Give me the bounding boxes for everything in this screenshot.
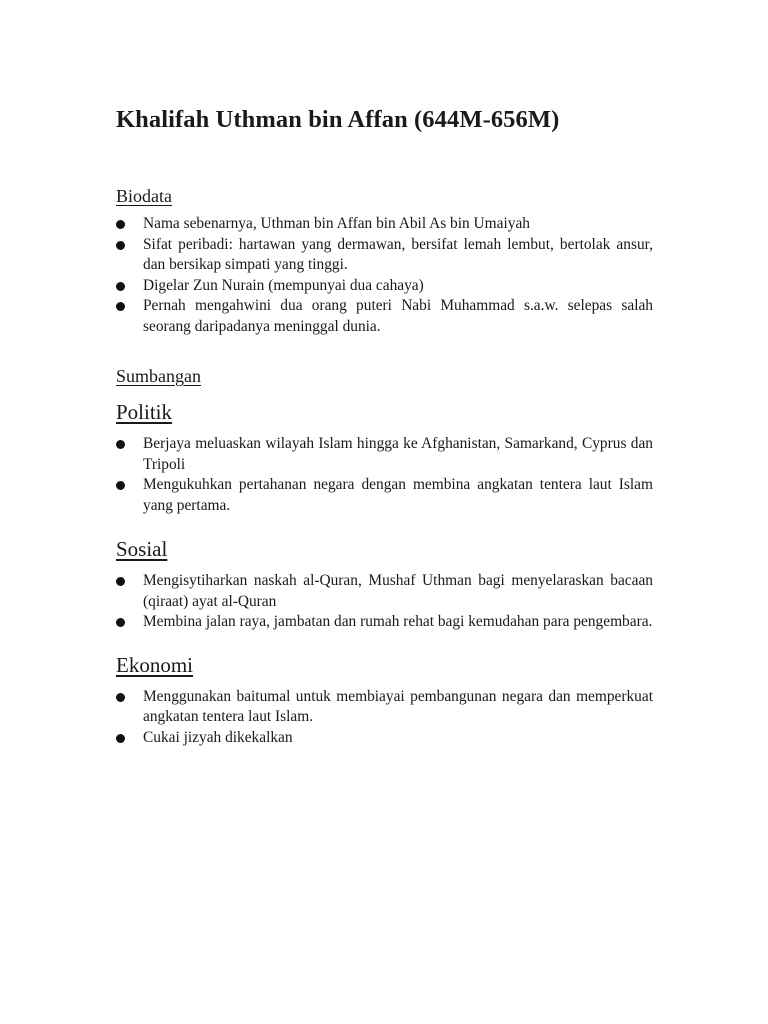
bullet-icon (116, 481, 125, 490)
list-item (116, 434, 653, 475)
bullet-icon (116, 302, 125, 311)
list-item (116, 728, 653, 749)
section-heading-biodata: Biodata (116, 186, 172, 206)
biodata-list (116, 214, 653, 337)
bullet-icon (116, 734, 125, 743)
bullet-icon (116, 220, 125, 229)
list-item-text: Membina jalan raya, jambatan dan rumah rehat bagi kemudahan para pengembara. (143, 613, 653, 630)
section-heading-politik: Politik (116, 400, 173, 424)
list-item (116, 612, 653, 633)
bullet-icon (116, 693, 125, 702)
list-item (116, 687, 653, 728)
list-item (116, 276, 653, 297)
section-heading-sumbangan: Sumbangan (116, 366, 201, 386)
document-page (116, 104, 653, 748)
bullet-icon (116, 577, 125, 586)
bullet-icon (116, 618, 125, 627)
list-item (116, 571, 653, 612)
list-item (116, 235, 653, 276)
list-item-text: Mengukuhkan pertahanan negara dengan membina angkatan tentera laut Islam yang pertama. (143, 476, 653, 514)
politik-list (116, 434, 653, 516)
bullet-icon (116, 282, 125, 291)
list-item-text: Cukai jizyah dikekalkan (143, 728, 293, 746)
list-item-text: Digelar Zun Nurain (mempunyai dua cahaya) (143, 276, 424, 294)
section-heading-ekonomi: Ekonomi (116, 652, 193, 677)
ekonomi-list (116, 687, 653, 749)
list-item-text: Mengisytiharkan naskah al-Quran, Mushaf Uthman bagi menyelaraskan bacaan (qiraat) ayat al-Quran (143, 572, 653, 610)
sosial-list (116, 571, 653, 633)
list-item-text: Berjaya meluaskan wilayah Islam hingga ke Afghanistan, Samarkand, Cyprus dan Tripoli (143, 435, 653, 473)
list-item (116, 296, 653, 337)
list-item (116, 475, 653, 516)
list-item-text: Nama sebenarnya, Uthman bin Affan bin Abil As bin Umaiyah (143, 215, 530, 232)
list-item-text: Sifat peribadi: hartawan yang dermawan, bersifat lemah lembut, bertolak ansur, dan bersikap simpati yang tinggi. (143, 235, 653, 273)
list-item-text: Menggunakan baitumal untuk membiayai pembangunan negara dan memperkuat angkatan tentera laut Islam. (143, 687, 653, 725)
list-item-text: Pernah mengahwini dua orang puteri Nabi Muhammad s.a.w. selepas salah seorang daripadanya meninggal dunia. (143, 297, 653, 335)
section-heading-sosial: Sosial (116, 537, 168, 561)
bullet-icon (116, 241, 125, 250)
bullet-icon (116, 440, 125, 449)
list-item (116, 214, 653, 235)
page-title: Khalifah Uthman bin Affan (644M-656M) (116, 106, 560, 133)
